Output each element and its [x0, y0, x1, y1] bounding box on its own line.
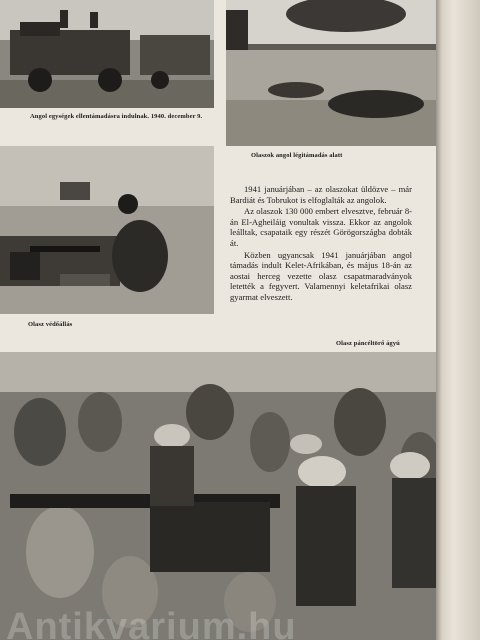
photo-anti-tank-gun — [0, 352, 436, 640]
body-text — [230, 184, 412, 304]
paragraph: 1941 januárjában – az olaszokat üldözve – már Bardiát és Tobrukot is elfoglalták az angolok. — [230, 184, 412, 205]
photo-defensive-position — [0, 146, 214, 314]
photo-air-attack — [226, 0, 436, 146]
caption-air-attack: Olaszok angol légitámadás alatt — [251, 152, 343, 159]
caption-defensive-position: Olasz védőállás — [28, 321, 73, 328]
paragraph: Közben ugyancsak 1941 januárjában angol támadás indult Kelet-Afrikában, és május 18-án az aostai herceg vezette olasz csapatmaradványok letették a fegyvert. Valamennyi keletafrikai olasz gyarmat elveszett. — [230, 249, 412, 302]
photo-armored-cars — [0, 0, 214, 108]
paragraph: Az olaszok 130 000 embert elvesztve, február 8-án El-Agheiláig vonultak vissza. Ekkor az angolok leálltak, csapataik egy részét Görögországba dobták át. — [230, 206, 412, 248]
caption-anti-tank-gun: Olasz páncéltörő ágyú — [336, 340, 400, 347]
watermark: Antikvarium.hu — [6, 606, 297, 640]
page-edge — [436, 0, 480, 640]
caption-armored-cars: Angol egységek ellentámadásra indulnak. 1940. december 9. — [30, 113, 203, 120]
